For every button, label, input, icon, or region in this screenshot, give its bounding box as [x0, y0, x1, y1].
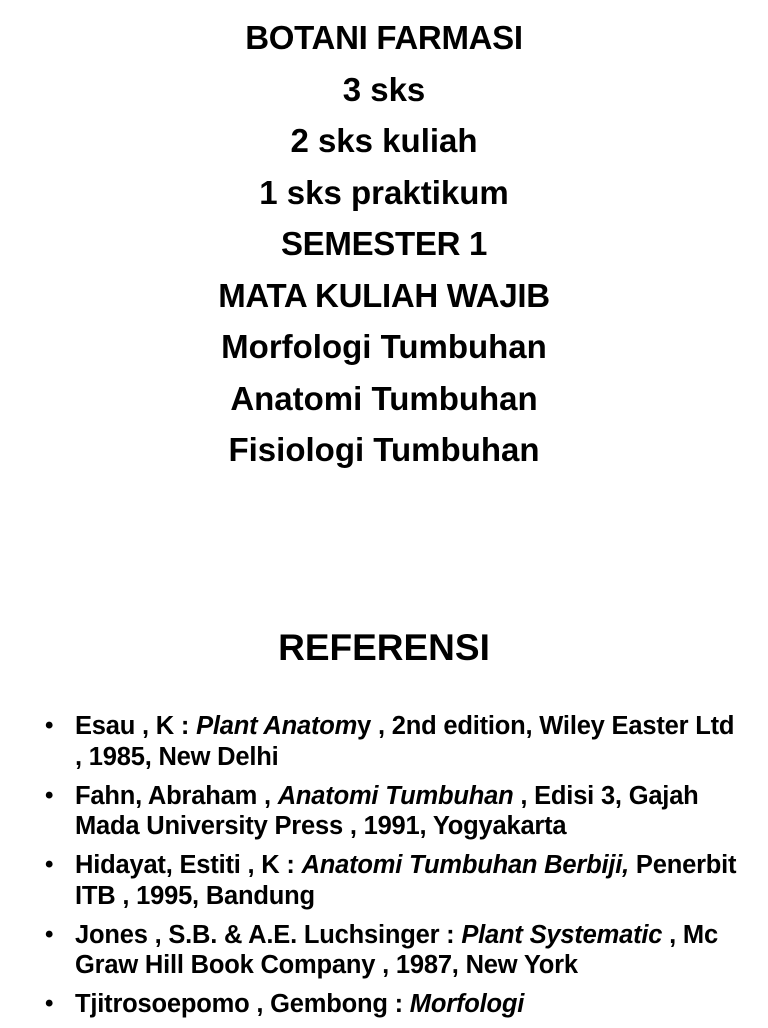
- course-header: [0, 12, 768, 476]
- reference-author: Jones , S.B. & A.E. Luchsinger :: [75, 920, 462, 949]
- reference-author: Hidayat, Estiti , K :: [75, 851, 302, 879]
- references-heading: REFERENSI: [278, 627, 490, 668]
- reference-publication: , Edisi 3, Gajah Mada University Press , 1991, Yogyakarta: [75, 781, 699, 840]
- practicum-credits: 1 sks praktikum: [259, 173, 509, 211]
- bullet-icon: •: [45, 920, 54, 948]
- reference-author: Esau , K :: [75, 712, 197, 740]
- bullet-icon: •: [45, 851, 54, 878]
- topic-fisiologi: Fisiologi Tumbuhan: [228, 431, 540, 468]
- reference-title: Anatomi Tumbuhan Berbiji,: [301, 851, 630, 879]
- reference-item: [0, 989, 768, 1020]
- semester-label: SEMESTER 1: [280, 225, 488, 262]
- reference-author: Tjitrosoepomo , Gembong :: [75, 990, 410, 1018]
- reference-publication: Penerbit ITB , 1995, Bandung: [75, 851, 737, 910]
- reference-title: Morfologi: [409, 990, 525, 1018]
- reference-title: Anatomi Tumbuhan: [277, 781, 514, 810]
- reference-publication: , Mc Graw Hill Book Company , 1987, New York: [75, 920, 718, 979]
- topic-anatomi: Anatomi Tumbuhan: [230, 379, 538, 417]
- bullet-icon: •: [45, 781, 54, 809]
- reference-item: [0, 781, 768, 842]
- course-type-label: MATA KULIAH WAJIB: [218, 276, 550, 314]
- reference-item: [0, 920, 768, 981]
- course-title: BOTANI FARMASI: [245, 19, 523, 56]
- bullet-icon: •: [45, 712, 54, 739]
- total-credits: 3 sks: [342, 70, 426, 108]
- reference-title: Plant Systematic: [461, 920, 663, 949]
- reference-title: Plant Anatom: [196, 712, 358, 740]
- bullet-icon: •: [45, 990, 54, 1017]
- reference-item: [0, 850, 768, 911]
- references-list: [0, 711, 768, 1028]
- reference-publication: y , 2nd edition, Wiley Easter Ltd , 1985, New Delhi: [75, 712, 735, 771]
- lecture-credits: 2 sks kuliah: [290, 122, 478, 159]
- topic-morfologi: Morfologi Tumbuhan: [221, 328, 547, 365]
- reference-author: Fahn, Abraham ,: [75, 781, 278, 810]
- reference-item: [0, 711, 768, 772]
